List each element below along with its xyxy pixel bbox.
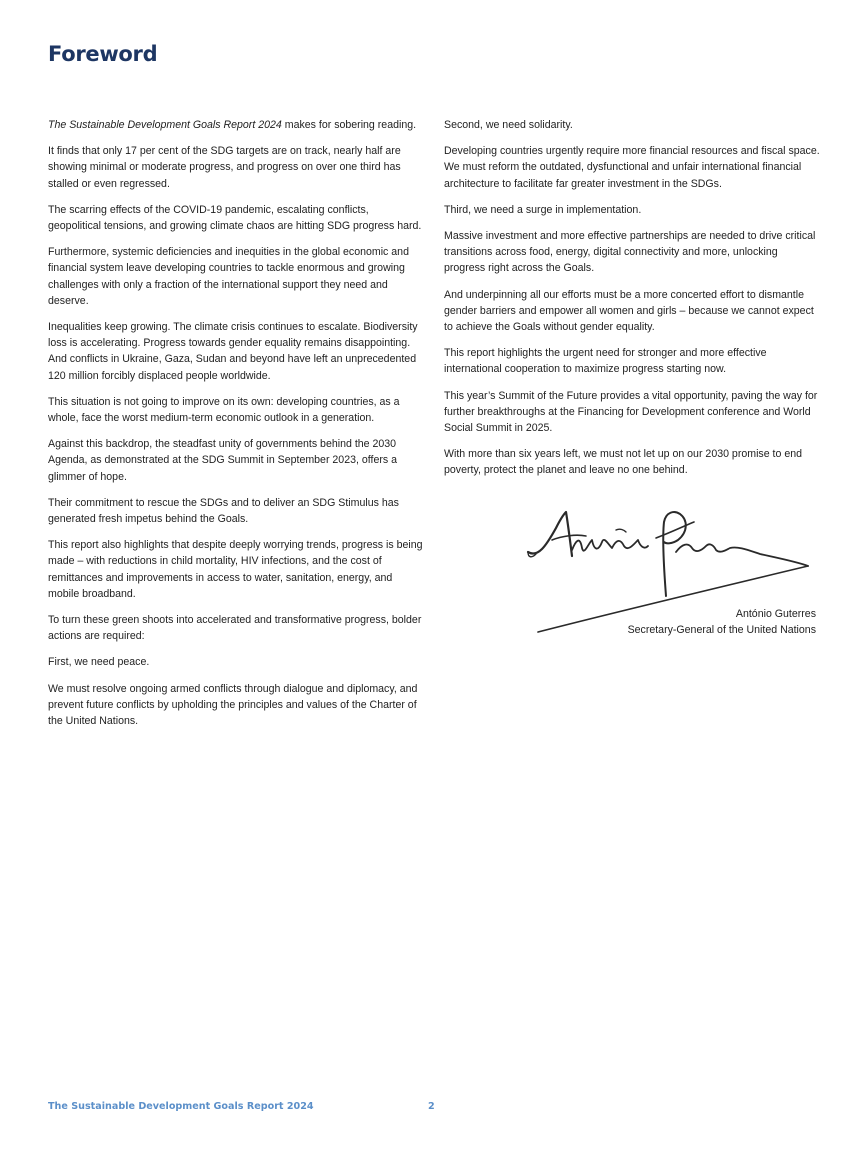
paragraph: Their commitment to rescue the SDGs and to deliver an SDG Stimulus has generated fresh impetus behind the Goals. <box>48 496 399 526</box>
paragraph: This report also highlights that despite deeply worrying trends, progress is being made – with reductions in child mortality, HIV infections, and the cost of remittances and improvements in access to water, sanitation, energy, and mobile broadband. <box>48 539 423 600</box>
paragraph: Third, we need a surge in implementation. <box>444 203 642 216</box>
page-number: 2 <box>428 1101 435 1112</box>
left-column <box>48 117 424 739</box>
paragraph: First, we need peace. <box>48 656 150 669</box>
signatory-role: Secretary-General of the United Nations <box>627 624 816 637</box>
paragraph: It finds that only 17 per cent of the SDG targets are on track, nearly half are showing minimal or moderate progress, and progress on over one third has stalled or even regressed. <box>48 145 401 190</box>
paragraph: This year’s Summit of the Future provides a vital opportunity, paving the way for further breakthroughs at the Financing for Development conference and World Social Summit in 2025. <box>444 389 818 435</box>
paragraph: And underpinning all our efforts must be a more concerted effort to dismantle gender barriers and empower all women and girls – because we cannot expect to achieve the Goals without gender equality. <box>444 288 814 334</box>
paragraph: Against this backdrop, the steadfast unity of governments behind the 2030 Agenda, as demonstrated at the SDG Summit in September 2023, offers a glimmer of hope. <box>48 438 398 483</box>
paragraph: Inequalities keep growing. The climate crisis continues to escalate. Biodiversity loss is accelerating. Progress towards gender equality remains disappointing. And conflicts in Ukraine, Gaza, Sudan and beyond have left an unprecedented 120 million forcibly displaced people worldwide. <box>48 321 418 382</box>
paragraph: This report highlights the urgent need for stronger and more effective international cooperation to maximize progress starting now. <box>444 347 767 376</box>
paragraph: This situation is not going to improve on its own: developing countries, as a whole, face the worst medium-term economic outlook in a generation. <box>48 395 400 425</box>
paragraph: With more than six years left, we must not let up on our 2030 promise to end poverty, protect the planet and leave no one behind. <box>444 448 803 477</box>
paragraph: We must resolve ongoing armed conflicts through dialogue and diplomacy, and prevent future conflicts by upholding the principles and values of the Charter of the United Nations. <box>48 682 418 728</box>
right-column <box>444 117 820 489</box>
paragraph: Furthermore, systemic deficiencies and inequities in the global economic and financial system leave developing countries to tackle enormous and growing challenges with only a fraction of the international support they need and deserve. <box>48 246 409 307</box>
paragraph: Second, we need solidarity. <box>444 119 573 131</box>
signatory-name: António Guterres <box>735 608 816 620</box>
page-title: Foreword <box>48 42 158 66</box>
paragraph-text: makes for sobering reading. <box>281 119 417 131</box>
paragraph: Massive investment and more effective partnerships are needed to drive critical transitions across food, energy, digital connectivity and more, unlocking progress right across the Goals. <box>444 230 816 275</box>
paragraph <box>48 117 424 133</box>
paragraph: To turn these green shoots into accelerated and transformative progress, bolder actions are required: <box>48 614 422 643</box>
report-title-italic: The Sustainable Development Goals Report 2024 <box>48 119 282 131</box>
paragraph: Developing countries urgently require more financial resources and fiscal space. We must reform the outdated, dysfunctional and unfair international financial architecture to facilitate far greater investment in the SDGs. <box>444 145 820 190</box>
footer-report-title: The Sustainable Development Goals Report 2024 <box>48 1101 314 1112</box>
paragraph: The scarring effects of the COVID-19 pandemic, escalating conflicts, geopolitical tensions, and growing climate chaos are hitting SDG progress hard. <box>48 203 422 233</box>
signature-block <box>628 606 816 638</box>
